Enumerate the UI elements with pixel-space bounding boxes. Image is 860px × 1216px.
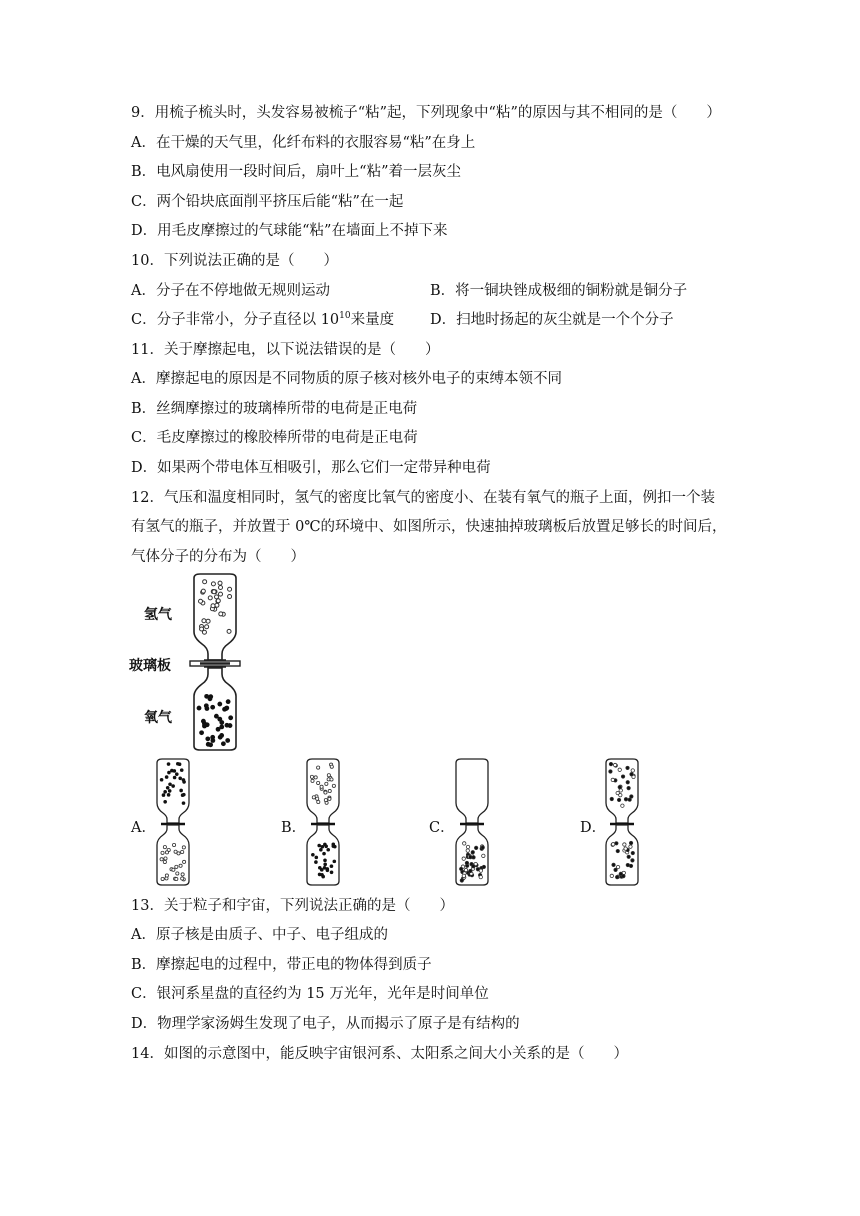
q12-option-c-figure <box>452 759 492 887</box>
q13-stem: 13．关于粒子和宇宙，下列说法正确的是（ ） <box>131 898 454 914</box>
q12-option-a-figure <box>153 759 193 887</box>
q12-option-b-figure <box>303 759 343 887</box>
q9-option-c: C．两个铅块底面削平挤压后能“粘”在一起 <box>131 194 404 210</box>
q10-stem: 10．下列说法正确的是（ ） <box>131 253 338 269</box>
q9-stem: 9．用梳子梳头时，头发容易被梳子“粘”起，下列现象中“粘”的原因与其不相同的是（ ） <box>131 105 721 121</box>
q12-option-d-label: D． <box>580 820 607 836</box>
q10-option-a: A．分子在不停地做无规则运动 <box>131 283 330 299</box>
glass-plate-label: 玻璃板 <box>129 658 171 674</box>
q11-option-d: D．如果两个带电体互相吸引，那么它们一定带异种电荷 <box>131 460 491 476</box>
q13-option-a: A．原子核是由质子、中子、电子组成的 <box>131 927 388 943</box>
q9-option-b: B．电风扇使用一段时间后，扇叶上“粘”着一层灰尘 <box>131 164 461 180</box>
q12-option-b-label: B． <box>281 820 307 836</box>
q12-stem-line1: 12．气压和温度相同时，氢气的密度比氧气的密度小、在装有氧气的瓶子上面，例扣一个装 <box>131 490 715 506</box>
q11-option-a: A．摩擦起电的原因是不同物质的原子核对核外电子的束缚本领不同 <box>131 371 562 387</box>
main-bottle-figure <box>180 574 300 754</box>
q12-stem-line3: 气体分子的分布为（ ） <box>131 549 305 565</box>
q10-option-b: B．将一铜块锉成极细的铜粉就是铜分子 <box>430 283 688 299</box>
q10-option-d: D．扫地时扬起的灰尘就是一个个分子 <box>430 312 674 328</box>
q11-option-c: C．毛皮摩擦过的橡胶棒所带的电荷是正电荷 <box>131 430 418 446</box>
q12-option-a-label: A． <box>131 820 156 836</box>
q13-option-b: B．摩擦起电的过程中，带正电的物体得到质子 <box>131 957 432 973</box>
q9-option-a: A．在干燥的天气里，化纤布料的衣服容易“粘”在身上 <box>131 135 476 151</box>
q9-option-d: D．用毛皮摩擦过的气球能“粘”在墙面上不掉下来 <box>131 223 448 239</box>
q14-stem: 14．如图的示意图中，能反映宇宙银河系、太阳系之间大小关系的是（ ） <box>131 1046 628 1062</box>
hydrogen-label: 氢气 <box>144 607 172 623</box>
q13-option-d: D．物理学家汤姆生发现了电子，从而揭示了原子是有结构的 <box>131 1016 520 1032</box>
q10-option-c: C．分子非常小，分子直径以 $10^{10}$来量度 <box>131 311 395 328</box>
q13-option-c: C．银河系星盘的直径约为 15 万光年，光年是时间单位 <box>131 986 489 1002</box>
oxygen-label: 氧气 <box>144 710 172 726</box>
q11-option-b: B．丝绸摩擦过的玻璃棒所带的电荷是正电荷 <box>131 401 418 417</box>
q12-option-d-figure <box>602 759 642 887</box>
q11-stem: 11．关于摩擦起电，以下说法错误的是（ ） <box>131 342 440 358</box>
q12-option-c-label: C． <box>429 820 455 836</box>
q12-stem-line2: 有氢气的瓶子，并放置于 0℃的环境中、如图所示，快速抽掉玻璃板后放置足够长的时间后， <box>131 519 727 535</box>
